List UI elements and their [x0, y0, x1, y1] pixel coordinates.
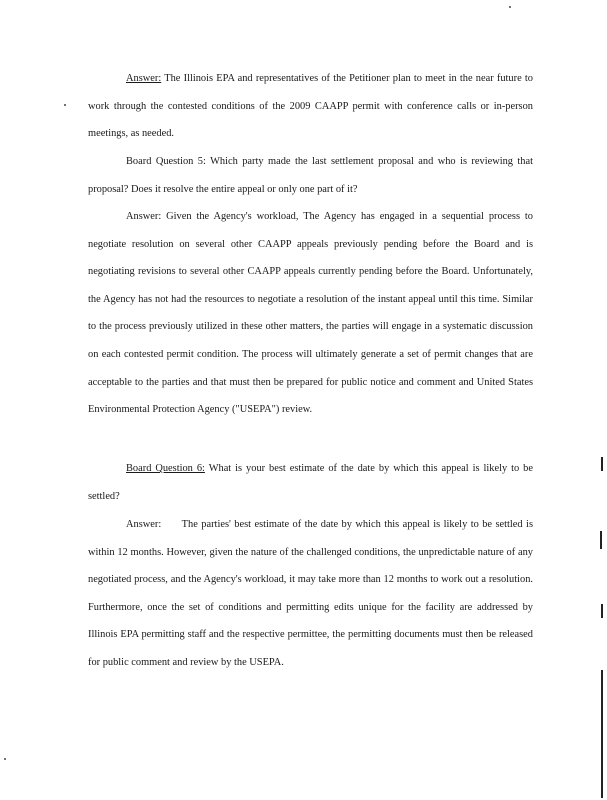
answer-paragraph-meeting — [88, 65, 533, 148]
board-question-6-label: Board Question 6: — [126, 463, 205, 474]
paragraph-text: Answer: The parties' best estimate of the date by which this appeal is likely to be settled is within 12 months. However, given the nature of the challenged conditions, the unpredictable nature of any negotiated process, and the Agency's workload, it may take more than 12 months to work out a resolution. Furthermore, once the set of conditions and permitting edits unique for the facility are addressed by Illinois EPA permitting staff and the respective permittee, the permitting documents must then be released for public comment and review by the USEPA. — [88, 519, 536, 668]
paragraph-text: What is your best estimate of the date by which this appeal is likely to be settled? — [88, 463, 533, 502]
answer-label: Answer: — [126, 73, 162, 84]
scan-artifact-mark — [601, 457, 603, 471]
paragraph-text: Answer: Given the Agency's workload, The Agency has engaged in a sequential process to negotiate resolution on several other CAAPP appeals previously pending before the Board and is negotiating revisions to several other CAAPP appeals currently pending before the Board. Unfortunately, the Agency has not had the resources to negotiate a resolution of the instant appeal until this time. Similar to the process previously utilized in these other matters, the parties will engage in a systematic discussion on each contested permit condition. The process will ultimately generate a set of permit changes that are acceptable to the parties and that must then be prepared for public notice and comment and United States Environmental Protection Agency ("USEPA") review. — [88, 211, 533, 416]
scan-artifact-dot — [509, 6, 511, 8]
board-question-5-paragraph — [88, 148, 533, 203]
scan-artifact-dot — [64, 104, 66, 106]
answer-paragraph-estimate — [88, 511, 536, 677]
answer-paragraph-sequential-process — [88, 203, 533, 424]
scan-artifact-mark — [601, 604, 603, 618]
paragraph-text: Board Question 5: Which party made the last settlement proposal and who is reviewing that proposal? Does it resolve the entire appeal or only one part of it? — [88, 156, 533, 195]
scan-artifact-dot — [4, 758, 6, 760]
scan-artifact-edge — [601, 670, 603, 798]
board-question-6-paragraph — [88, 455, 533, 510]
scan-artifact-mark — [600, 531, 602, 549]
paragraph-text: The Illinois EPA and representatives of the Petitioner plan to meet in the near future to work through the contested conditions of the 2009 CAAPP permit with conference calls or in-person meetings, as needed. — [88, 73, 533, 140]
